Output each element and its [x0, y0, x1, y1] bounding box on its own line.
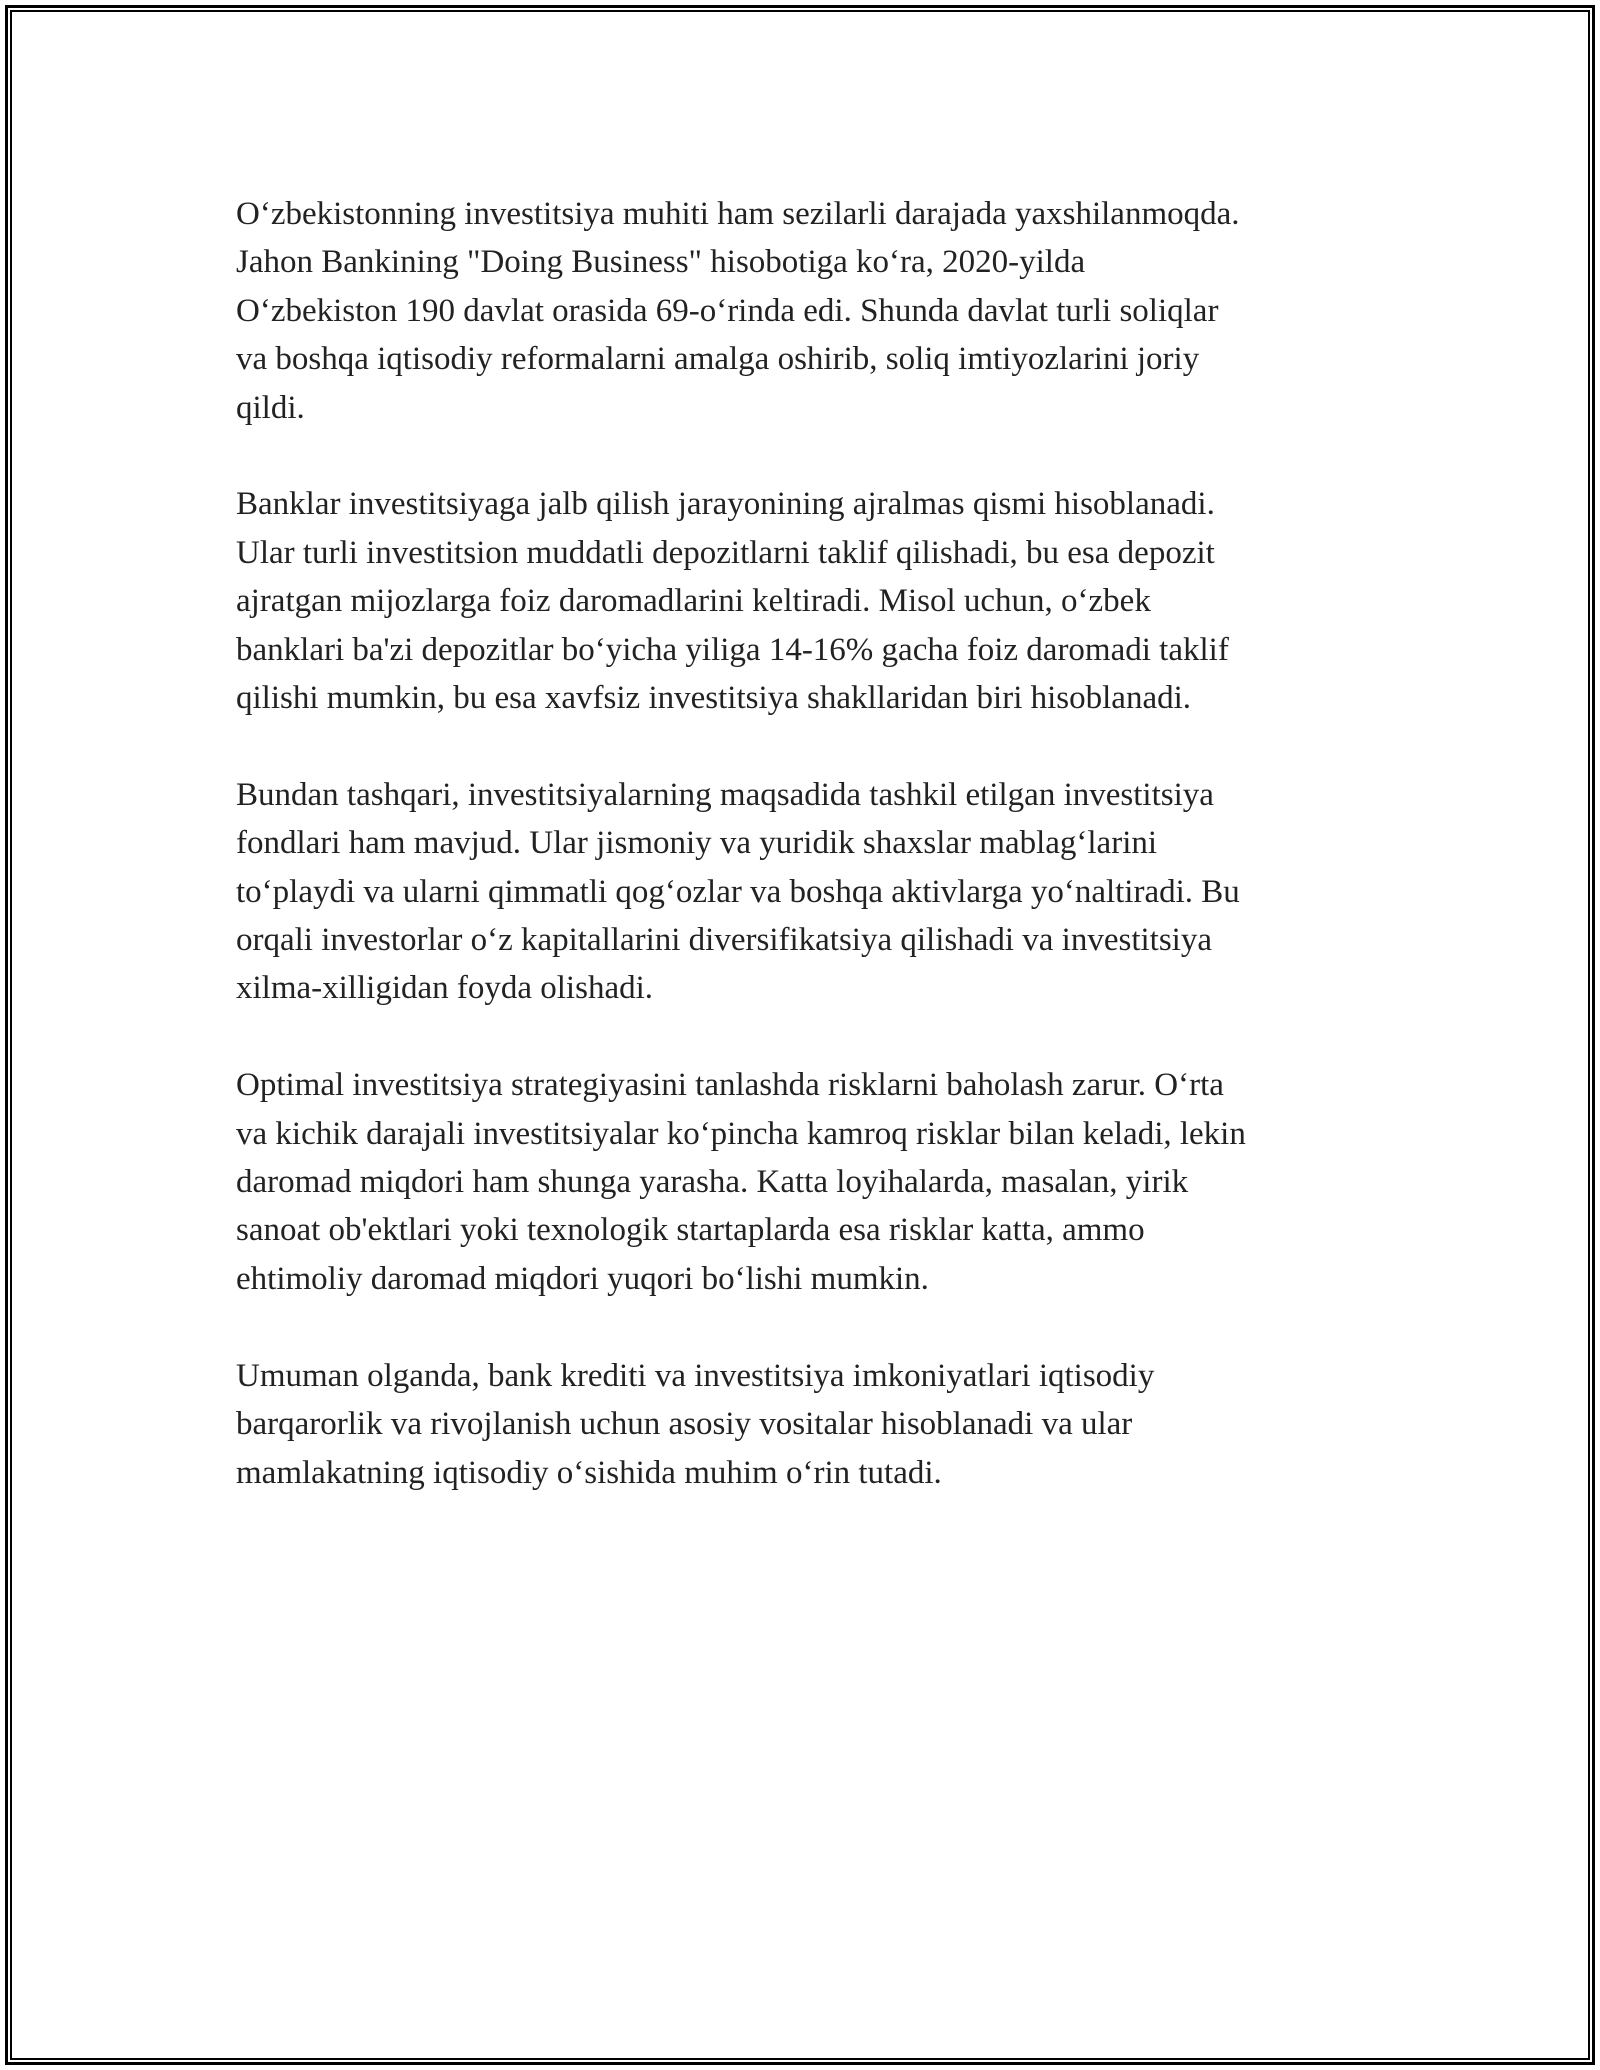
- text-line: Banklar investitsiyaga jalb qilish jarayonining ajralmas qismi hisoblanadi.: [236, 486, 1215, 523]
- text-line: qildi.: [236, 389, 305, 426]
- text-line: qilishi mumkin, bu esa xavfsiz investitsiya shakllaridan biri hisoblanadi.: [236, 680, 1192, 717]
- text-line: Umuman olganda, bank krediti va investitsiya imkoniyatlari iqtisodiy: [236, 1357, 1155, 1394]
- paragraph-banks: [236, 480, 1386, 722]
- document-body: [236, 190, 1386, 1545]
- text-line: mamlakatning iqtisodiy o‘sishida muhim o‘rin tutadi.: [236, 1454, 942, 1491]
- paragraph-investment-funds: [236, 771, 1386, 1013]
- text-line: to‘playdi va ularni qimmatli qog‘ozlar va boshqa aktivlarga yo‘naltiradi. Bu: [236, 873, 1240, 910]
- text-line: ajratgan mijozlarga foiz daromadlarini keltiradi. Misol uchun, o‘zbek: [236, 583, 1151, 620]
- text-line: xilma-xilligidan foyda olishadi.: [236, 970, 654, 1007]
- text-line: va kichik darajali investitsiyalar ko‘pincha kamroq risklar bilan keladi, lekin: [236, 1115, 1246, 1152]
- text-line: ehtimoliy daromad miqdori yuqori bo‘lishi mumkin.: [236, 1260, 929, 1297]
- text-line: va boshqa iqtisodiy reformalarni amalga oshirib, soliq imtiyozlarini joriy: [236, 341, 1200, 378]
- text-line: Optimal investitsiya strategiyasini tanlashda risklarni baholash zarur. O‘rta: [236, 1067, 1224, 1104]
- text-line: daromad miqdori ham shunga yarasha. Katta loyihalarda, masalan, yirik: [236, 1164, 1189, 1201]
- text-line: sanoat ob'ektlari yoki texnologik startaplarda esa risklar katta, ammo: [236, 1212, 1145, 1249]
- text-line: O‘zbekistonning investitsiya muhiti ham sezilarli darajada yaxshilanmoqda.: [236, 196, 1240, 232]
- text-line: banklari ba'zi depozitlar bo‘yicha yiliga 14-16% gacha foiz daromadi taklif: [236, 631, 1229, 668]
- text-line: Jahon Bankining "Doing Business" hisobotiga ko‘ra, 2020-yilda: [236, 244, 1086, 281]
- text-line: fondlari ham mavjud. Ular jismoniy va yuridik shaxslar mablag‘larini: [236, 825, 1158, 862]
- text-line: O‘zbekiston 190 davlat orasida 69-o‘rinda edi. Shunda davlat turli soliqlar: [236, 292, 1219, 329]
- paragraph-investment-climate: [236, 190, 1386, 432]
- text-line: Ular turli investitsion muddatli depozitlarni taklif qilishadi, bu esa depozit: [236, 534, 1215, 571]
- paragraph-risk-assessment: [236, 1061, 1386, 1303]
- paragraph-conclusion: [236, 1352, 1386, 1497]
- text-line: Bundan tashqari, investitsiyalarning maqsadida tashkil etilgan investitsiya: [236, 776, 1214, 813]
- text-line: orqali investorlar o‘z kapitallarini diversifikatsiya qilishadi va investitsiya: [236, 922, 1212, 959]
- text-line: barqarorlik va rivojlanish uchun asosiy vositalar hisoblanadi va ular: [236, 1406, 1133, 1443]
